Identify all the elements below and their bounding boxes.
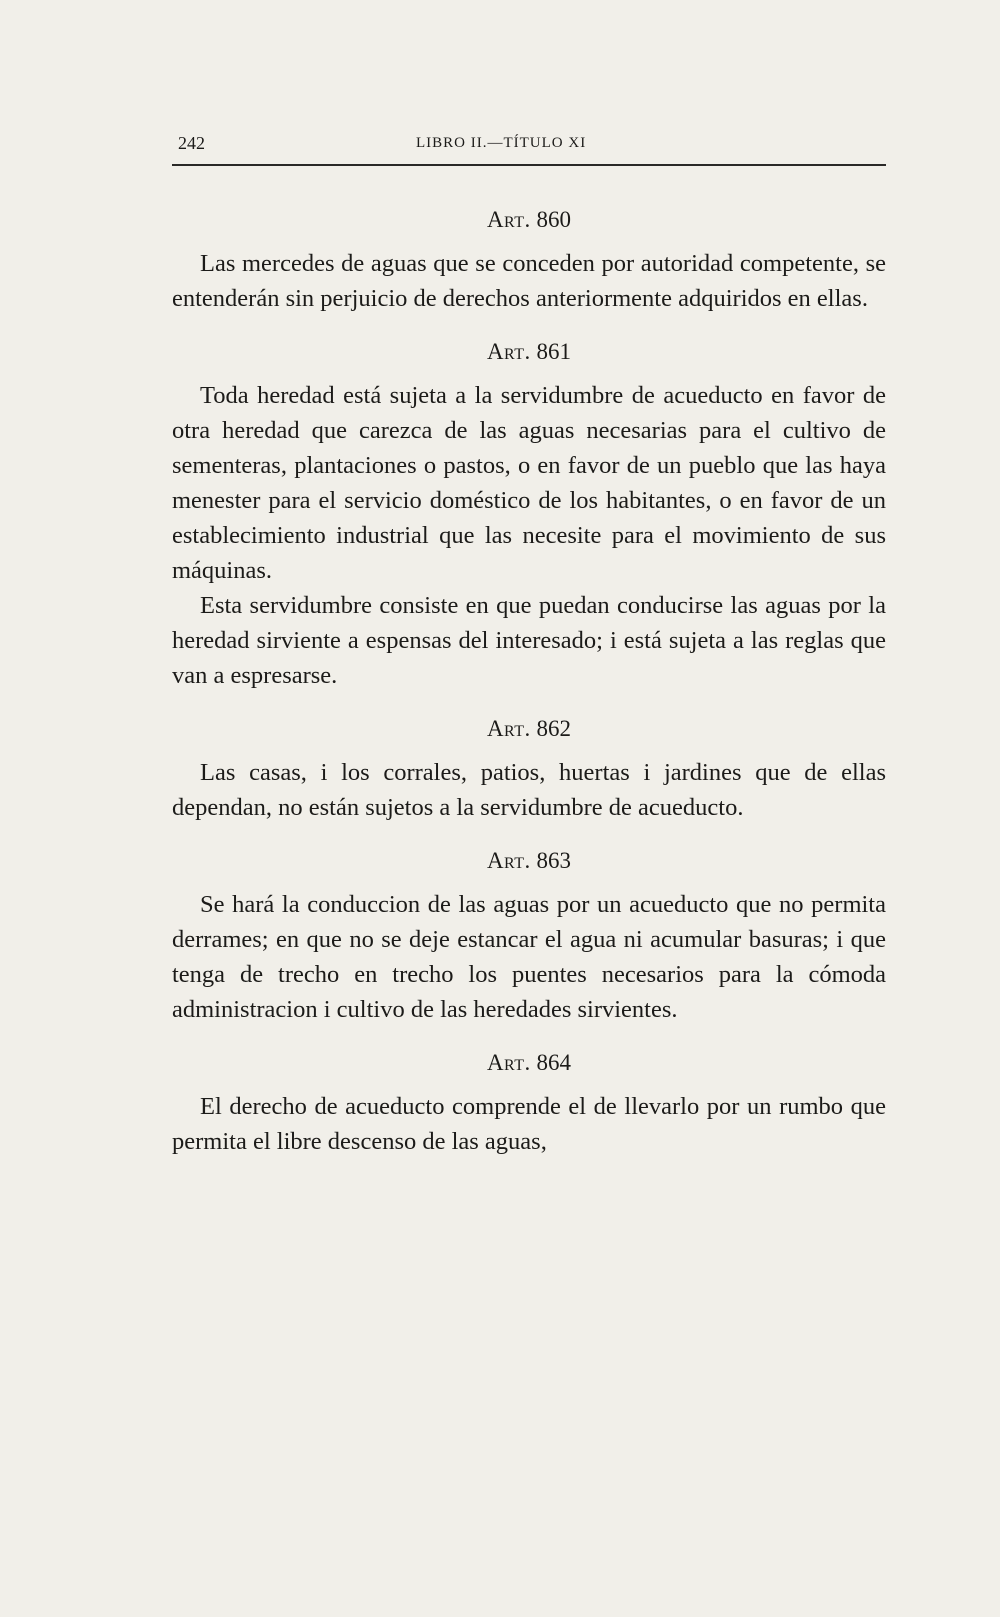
article-label: Art. [486,339,531,364]
article-number: 863 [536,848,572,873]
page-header [178,133,884,161]
article-heading [172,1045,886,1081]
article-label: Art. [486,716,531,741]
page-number: 242 [178,133,205,153]
article-paragraph: Esta servidumbre consiste en que puedan conducirse las aguas por la heredad sirviente a espensas del interesado; i está sujeta a las reglas que van a espresarse. [172,592,886,689]
running-head: LIBRO II.—TÍTULO XI [416,135,587,151]
article-number: 861 [536,339,572,364]
article-label: Art. [486,1050,531,1075]
article-paragraph: Se hará la conduccion de las aguas por un acueducto que no permita derrames; en que no se deje estancar el agua ni acumular basuras; i que tenga de trecho en trecho los puentes necesarios para la cómoda administracion i cultivo de las heredades sirvientes. [172,891,886,1023]
article-paragraph: Toda heredad está sujeta a la servidumbre de acueducto en favor de otra heredad que carezca de las aguas necesarias para el cultivo de sementeras, plantaciones o pastos, o en favor de un pueblo que las haya menester para el servicio doméstico de los habitantes, o en favor de un establecimiento industrial que las necesite para el movimiento de sus máquinas. [172,382,886,584]
article-heading [172,843,886,879]
article-paragraph: Las casas, i los corrales, patios, huertas i jardines que de ellas dependan, no están sujetos a la servidumbre de acueducto. [172,759,886,821]
article-number: 860 [536,207,572,232]
article-paragraph: El derecho de acueducto comprende el de llevarlo por un rumbo que permita el libre descenso de las aguas, [172,1093,886,1155]
article-heading [172,711,886,747]
article-heading [172,202,886,238]
article-heading [172,334,886,370]
header-rule [172,164,886,166]
article-number: 864 [536,1050,572,1075]
text-block [172,196,886,1159]
article-number: 862 [536,716,572,741]
article-paragraph: Las mercedes de aguas que se conceden por autoridad competente, se entenderán sin perjuicio de derechos anteriormente adquiridos en ellas. [172,250,886,312]
article-label: Art. [486,848,531,873]
article-label: Art. [486,207,531,232]
